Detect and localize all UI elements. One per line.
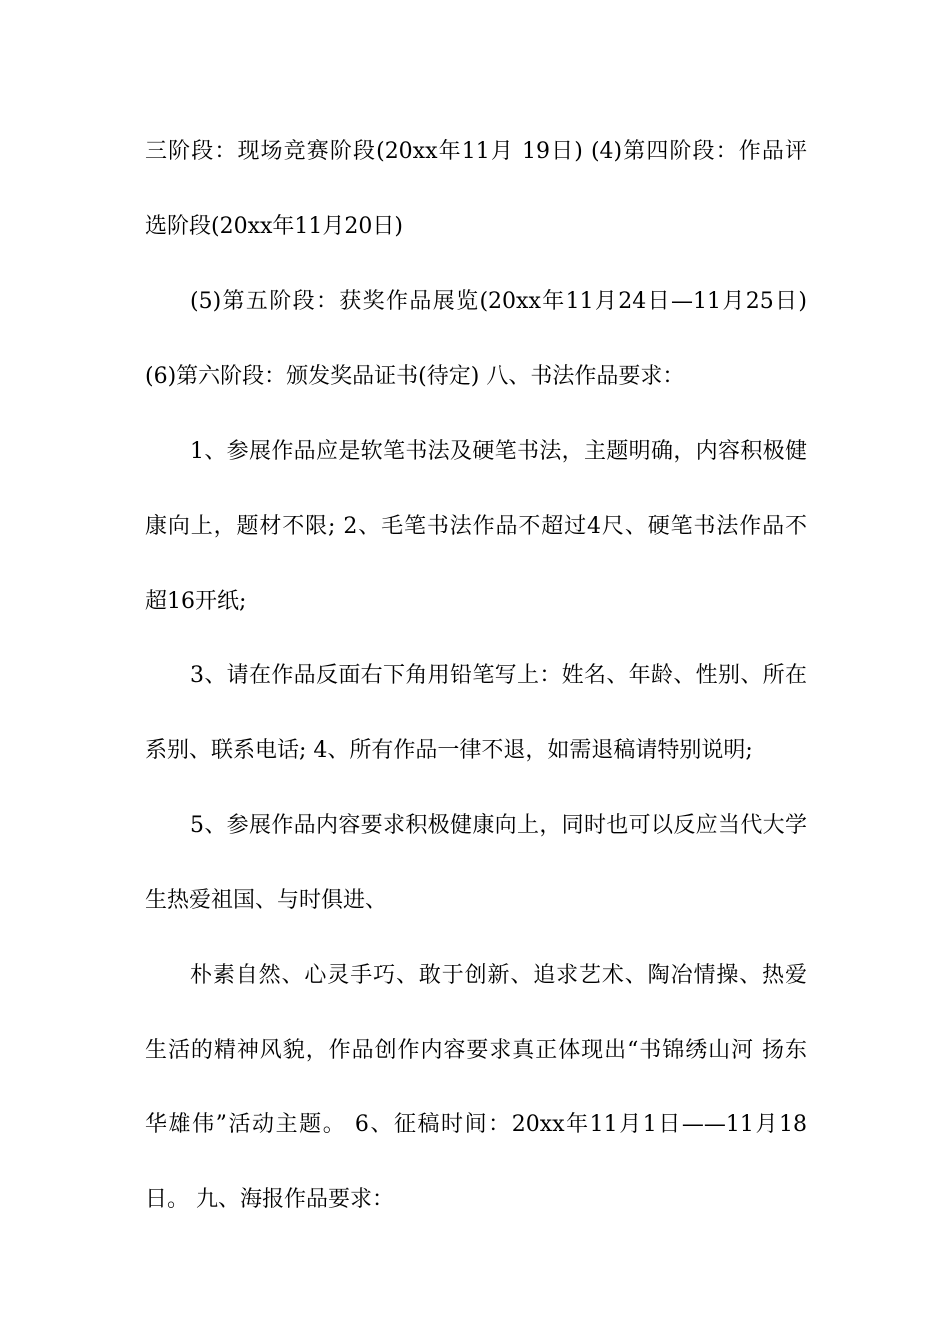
- text-line-11: 生热爱祖国、与时俱进、: [145, 888, 388, 913]
- text-line-9: 系别、联系电话; 4、所有作品一律不退，如需退稿请特别说明;: [145, 738, 753, 763]
- text-line-10: 5、参展作品内容要求积极健康向上，同时也可以反应当代大学: [190, 813, 807, 838]
- text-line-7: 超16开纸;: [145, 589, 247, 614]
- text-line-15: 日。 九、海报作品要求：: [145, 1187, 394, 1212]
- text-line-4: (6)第六阶段：颁发奖品证书(待定) 八、书法作品要求：: [145, 364, 685, 389]
- text-line-8: 3、请在作品反面右下角用铅笔写上：姓名、年龄、性别、所在: [190, 663, 807, 688]
- text-line-3: (5)第五阶段：获奖作品展览(20xx年11月24日—11月25日): [190, 289, 807, 314]
- text-line-5: 1、参展作品应是软笔书法及硬笔书法，主题明确，内容积极健: [190, 439, 807, 464]
- text-line-1: 三阶段：现场竞赛阶段(20xx年11月 19日) (4)第四阶段：作品评: [145, 139, 807, 164]
- text-line-13: 生活的精神风貌，作品创作内容要求真正体现出“书锦绣山河 扬东: [145, 1038, 807, 1063]
- text-line-12: 朴素自然、心灵手巧、敢于创新、追求艺术、陶冶情操、热爱: [190, 963, 807, 988]
- text-line-14: 华雄伟”活动主题。 6、征稿时间：20xx年11月1日——11月18: [145, 1112, 807, 1137]
- text-line-6: 康向上，题材不限; 2、毛笔书法作品不超过4尺、硬笔书法作品不: [145, 514, 807, 539]
- text-line-2: 选阶段(20xx年11月20日): [145, 214, 403, 239]
